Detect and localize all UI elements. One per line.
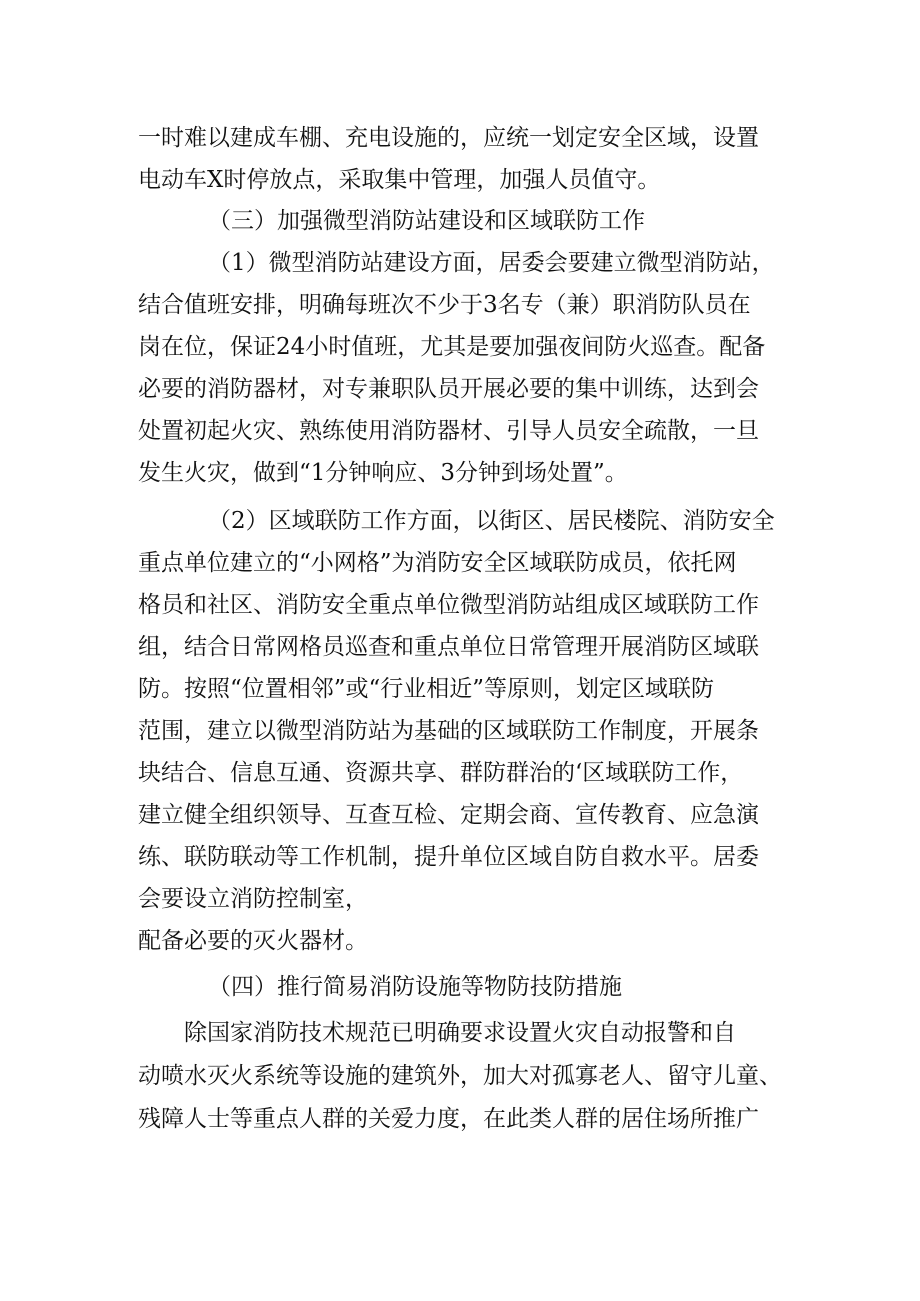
paragraph-line: 格员和社区、消防安全重点单位微型消防站组成区域联防工作 [138,592,759,618]
paragraph-line: 组，结合日常网格员巡查和重点单位日常管理开展消防区域联 [138,634,759,660]
paragraph-line: （1）微型消防站建设方面，居委会要建立微型消防站， [208,250,775,276]
paragraph-line: 建立健全组织领导、互查互检、定期会商、宣传教育、应急演 [138,802,759,828]
paragraph-line: 岗在位，保证24小时值班，尤其是要加强夜间防火巡查。配备 [138,334,766,360]
paragraph-line: 处置初起火灾、熟练使用消防器材、引导人员安全疏散，一旦 [138,418,759,444]
paragraph-line: 会要设立消防控制室， [138,886,368,912]
section-heading: （三）加强微型消防站建设和区域联防工作 [208,208,645,234]
section-heading: （四）推行简易消防设施等物防技防措施 [208,974,622,1000]
paragraph-line: 防。按照“位置相邻”或“行业相近”等原则，划定区域联防 [138,676,715,702]
paragraph-line: 块结合、信息互通、资源共享、群防群治的‘区域联防工作， [138,760,744,786]
paragraph-line: 动喷水灭火系统等设施的建筑外，加大对孤寡老人、留守儿童、 [138,1063,782,1089]
paragraph-line: 配备必要的灭火器材。 [138,928,368,954]
paragraph-line: 一时难以建成车棚、充电设施的，应统一划定安全区域，设置 [138,125,759,151]
paragraph-line: 除国家消防技术规范已明确要求设置火灾自动报警和自 [184,1020,736,1046]
paragraph-line: （2）区域联防工作方面，以街区、居民楼院、消防安全 [208,508,775,534]
paragraph-line: 残障人士等重点人群的关爱力度，在此类人群的居住场所推广 [138,1106,759,1132]
paragraph-line: 练、联防联动等工作机制，提升单位区域自防自救水平。居委 [138,844,759,870]
paragraph-line: 重点单位建立的“小网格”为消防安全区域联防成员，依托网 [138,550,737,576]
paragraph-line: 发生火灾，做到“1分钟响应、3分钟到场处置”。 [138,460,628,486]
paragraph-line: 范围，建立以微型消防站为基础的区域联防工作制度，开展条 [138,718,759,744]
paragraph-line: 电动车X时停放点，采取集中管理，加强人员值守。 [138,167,661,193]
paragraph-line: 必要的消防器材，对专兼职队员开展必要的集中训练，达到会 [138,376,759,402]
paragraph-line: 结合值班安排，明确每班次不少于3名专（兼）职消防队员在 [138,292,751,318]
